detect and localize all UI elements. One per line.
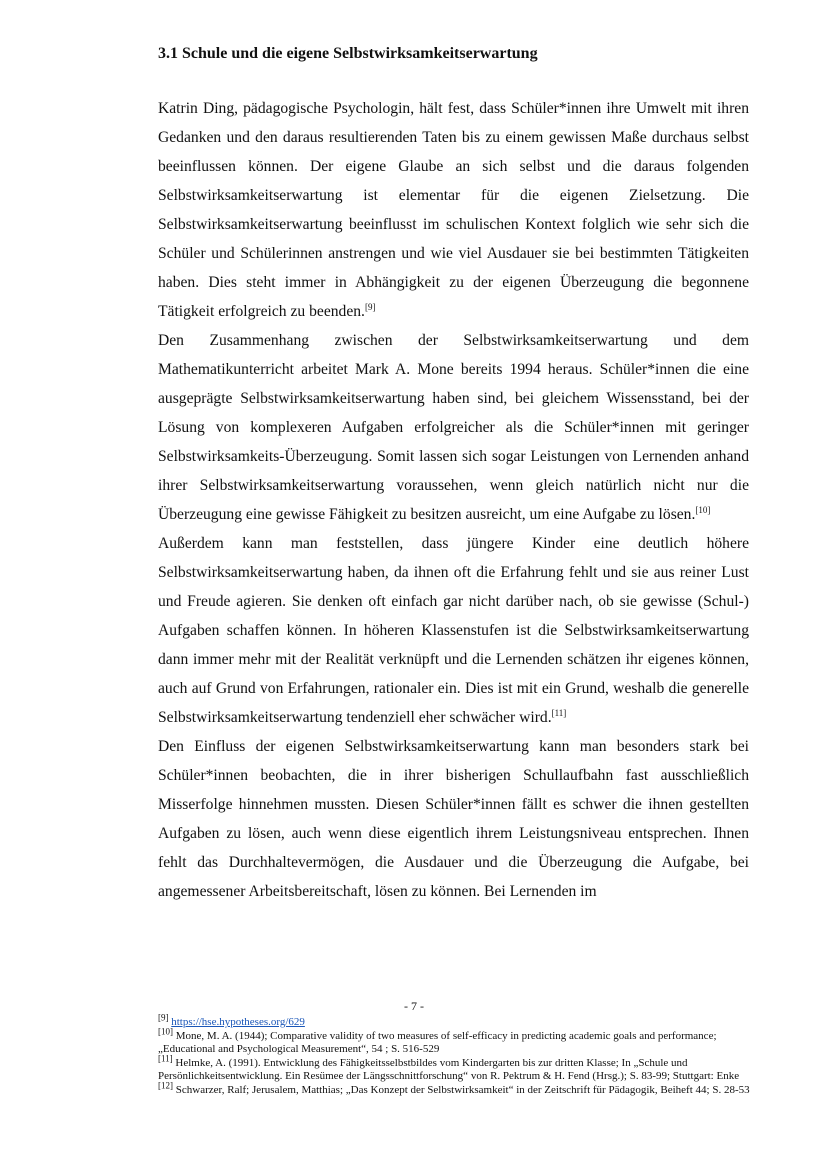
paragraph-2	[158, 326, 749, 529]
footnote-link[interactable]: https://hse.hypotheses.org/629	[171, 1016, 305, 1028]
footnote-mark-11: [11]	[158, 1053, 173, 1064]
footnote-12	[158, 1080, 750, 1098]
paragraph-1	[158, 94, 749, 326]
footnote-text-12: Schwarzer, Ralf; Jerusalem, Matthias; „Das Konzept der Selbstwirksamkeit“ in der Zeitschrift für Pädagogik, Beiheft 44; S. 28-53	[175, 1083, 750, 1096]
footnote-9	[158, 1012, 750, 1030]
section-heading: 3.1 Schule und die eigene Selbstwirksamkeitserwartung	[158, 45, 538, 62]
paragraph-4	[158, 732, 749, 906]
citation-10: [10]	[695, 504, 711, 515]
citation-9: [9]	[364, 301, 376, 312]
footnote-text-10: Mone, M. A. (1944); Comparative validity of two measures of self-efficacy in predicting academic goals and performance; „Educational and Psychological Measurement“, 54 ; S. 516-529	[158, 1029, 717, 1056]
footnote-10	[158, 1025, 750, 1057]
footnotes	[158, 1012, 750, 1098]
paragraph-3-text: Außerdem kann man feststellen, dass jüngere Kinder eine deutlich höhere Selbstwirksamkeitserwartung haben, da ihnen oft die Erfahrung fehlt und sie aus reiner Lust und Freude agieren. Sie denken oft einfach gar nicht darüber nach, ob sie gewisse (Schul-) Aufgaben schaffen können. In höheren Klassenstufen ist die Selbstwirksamkeitserwartung dann immer mehr mit der Realität verknüpft und die Lernenden schätzen ihr eigenes können, auch auf Grund von Erfahrungen, rationaler ein. Dies ist mit ein Grund, weshalb die generelle Selbstwirksamkeitserwartung tendenziell eher schwächer wird.	[158, 535, 749, 726]
paragraph-1-text: Katrin Ding, pädagogische Psychologin, hält fest, dass Schüler*innen ihre Umwelt mit ihren Gedanken und den daraus resultierenden Taten bis zu einem gewissen Maße durchaus selbst beeinflussen können. Der eigene Glaube an sich selbst und die daraus folgenden Selbstwirksamkeitserwartung ist elementar für die eigenen Zielsetzung. Die Selbstwirksamkeitserwartung beeinflusst im schulischen Kontext folglich wie sehr sich die Schüler und Schülerinnen anstrengen und wie viel Ausdauer sie bei bestimmten Tätigkeiten haben. Dies steht immer in Abhängigkeit zu der eigenen Überzeugung die begonnene Tätigkeit erfolgreich zu beenden.	[158, 100, 749, 320]
paragraph-2-text: Den Zusammenhang zwischen der Selbstwirksamkeitserwartung und dem Mathematikunterricht arbeitet Mark A. Mone bereits 1994 heraus. Schüler*innen die eine ausgeprägte Selbstwirksamkeitserwartung haben sind, bei gleichem Wissensstand, bei der Lösung von komplexeren Aufgaben erfolgreicher als die Schüler*innen mit geringer Selbstwirksamkeits-Überzeugung. Somit lassen sich sogar Leistungen von Lernenden anhand ihrer Selbstwirksamkeitserwartung voraussehen, wenn gleich natürlich nicht nur die Überzeugung eine gewisse Fähigkeit zu besitzen ausreicht, um eine Aufgabe zu lösen.	[158, 332, 749, 523]
citation-11: [11]	[551, 707, 567, 718]
paragraph-3	[158, 529, 749, 732]
footnote-11	[158, 1053, 750, 1084]
footnote-mark-9: [9]	[158, 1012, 169, 1023]
footnote-text-11: Helmke, A. (1991). Entwicklung des Fähigkeitsselbstbildes vom Kindergarten bis zur dritten Klasse; In „Schule und Persönlichkeitsentwicklung. Ein Resümee der Längsschnittforschung“ von R. Pektrum & H. Fend (Hrsg.); S. 83-99; Stuttgart: Enke	[158, 1056, 740, 1083]
paragraph-4-text: Den Einfluss der eigenen Selbstwirksamkeitserwartung kann man besonders stark bei Schüler*innen beobachten, die in ihrer bisherigen Schullaufbahn fast ausschließlich Misserfolge hinnehmen mussten. Diesen Schüler*innen fällt es schwer die ihnen gestellten Aufgaben zu lösen, auch wenn diese eigentlich ihrem Leistungsniveau entsprechen. Ihnen fehlt das Durchhaltevermögen, die Ausdauer und die Überzeugung die Aufgabe, bei angemessener Arbeitsbereitschaft, lösen zu können. Bei Lernenden im	[158, 738, 749, 900]
footnote-mark-10: [10]	[158, 1025, 173, 1036]
body-text	[158, 94, 749, 906]
footnote-mark-12: [12]	[158, 1080, 173, 1091]
page-number: - 7 -	[404, 999, 424, 1013]
